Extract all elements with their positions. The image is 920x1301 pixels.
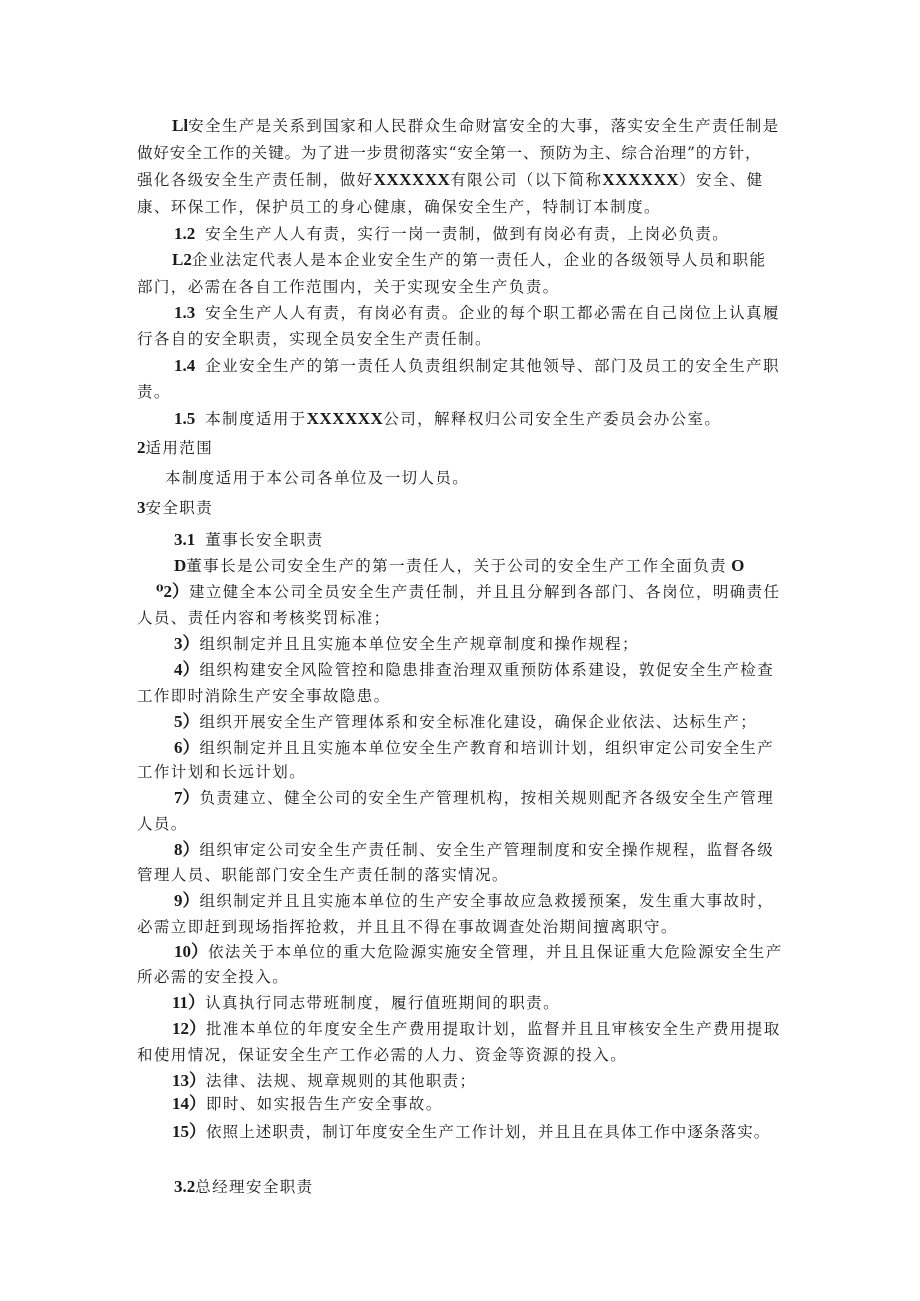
- paragraph-text: 企业法定代表人是本企业安全生产的第一责任人，企业的各级领导人员和职能: [191, 251, 767, 269]
- item-text: 组织制定并且且实施本单位的生产安全事故应急救援预案，发生重大事故时，: [199, 892, 775, 910]
- clause-number: 1.4: [174, 356, 196, 375]
- duty-item-4-line: [174, 660, 774, 680]
- subsection-title: 总经理安全职责: [195, 1178, 314, 1196]
- item-number: 10）: [174, 942, 208, 961]
- paragraph-text: 本制度适用于本公司各单位及一切人员。: [165, 469, 470, 487]
- paragraph-line: [137, 170, 764, 190]
- section-heading-3: [137, 498, 213, 518]
- paragraph-text: 有限公司（以下简称: [450, 171, 603, 189]
- clause-1-5: [174, 409, 721, 429]
- item-text: 工作即时消除生产安全事故隐患。: [137, 687, 391, 705]
- clause-1-4-line: [174, 356, 780, 376]
- paragraph-text: ）安全、健: [679, 171, 764, 189]
- item-line: [137, 967, 289, 987]
- clause-number: 1.3: [174, 303, 196, 322]
- item-number: 3）: [174, 634, 200, 653]
- item-text: 建立健全本公司全员安全生产责任制，并且且分解到各部门、各岗位，明确责任: [188, 583, 781, 601]
- item-text: 和使用情况，保证安全生产工作必需的人力、资金等资源的投入。: [137, 1046, 628, 1064]
- subsection-heading-3-1: [174, 530, 324, 550]
- item-number: 9）: [174, 891, 200, 910]
- paragraph-text: 安全生产是关系到国家和人民群众生命财富安全的大事，落实安全生产责任制是: [188, 117, 780, 135]
- item-text: 所必需的安全投入。: [137, 968, 290, 986]
- clause-number: 1.2: [174, 224, 196, 243]
- item-number: 4）: [174, 660, 200, 679]
- item-number: ⁰2）: [156, 582, 189, 601]
- item-number: 13）: [172, 1071, 206, 1090]
- item-text: 负责建立、健全公司的安全生产管理机构，按相关规则配齐各级安全生产管理: [199, 789, 775, 807]
- item-text: 认真执行同志带班制度，履行值班期间的职责。: [205, 994, 560, 1012]
- section-heading-2: [137, 438, 213, 458]
- item-text: 组织制定并且且实施本单位安全生产教育和培训计划，组织审定公司安全生产: [199, 739, 775, 757]
- item-text: 组织审定公司安全生产责任制、安全生产管理制度和安全操作规程，监督各级: [199, 841, 775, 859]
- duty-item-11: [172, 993, 560, 1013]
- section-2-body: [165, 468, 469, 488]
- paragraph-line: [137, 143, 761, 163]
- item-text: 组织制定并且且实施本单位安全生产规章制度和操作规程；: [199, 635, 639, 653]
- duty-item-6-line: [174, 738, 774, 758]
- subsection-number: 3.1: [174, 530, 196, 549]
- clause-1-3-line: [174, 303, 780, 323]
- item-number: 11）: [172, 993, 206, 1012]
- item-number: 6）: [174, 738, 200, 757]
- duty-item-2-line: [156, 582, 780, 602]
- item-number: D: [174, 556, 187, 575]
- paragraph-text: 企业安全生产的第一责任人负责组织制定其他领导、部门及员工的安全生产职: [205, 357, 780, 375]
- item-number: 12）: [172, 1019, 206, 1038]
- company-placeholder: XXXXXX: [602, 170, 680, 189]
- item-text: 组织开展安全生产管理体系和安全标准化建设，确保企业依法、达标生产；: [199, 713, 758, 731]
- item-line: [137, 917, 678, 937]
- item-number: 5）: [174, 712, 200, 731]
- item-trailing-mark: O: [731, 556, 745, 575]
- item-number: 14）: [172, 1094, 206, 1113]
- subsection-title: 董事长安全职责: [205, 531, 324, 549]
- paragraph-line: [137, 197, 661, 217]
- duty-item-14: [172, 1094, 443, 1114]
- paragraph-text: 强化各级安全生产责任制，做好: [137, 171, 374, 189]
- duty-item-9-line: [174, 891, 774, 911]
- item-text: 法律、法规、规章规则的其他职责；: [206, 1072, 477, 1090]
- item-number: 8）: [174, 840, 200, 859]
- duty-item-13: [172, 1071, 476, 1091]
- paragraph-text: 康、环保工作，保护员工的身心健康，确保安全生产，特制订本制度。: [137, 198, 661, 216]
- paragraph-text: 本制度适用于: [205, 410, 307, 428]
- subsection-heading-3-2: [174, 1177, 314, 1197]
- item-text: 必需立即赶到现场指挥抢救，并且且不得在事故调查处治期间擅离职守。: [137, 918, 678, 936]
- item-line: [137, 608, 391, 628]
- clause-number: Ll: [172, 116, 189, 135]
- item-text: 即时、如实报告生产安全事故。: [206, 1095, 443, 1113]
- paragraph-1-1-line: [172, 116, 780, 136]
- item-text: 人员。: [137, 815, 188, 833]
- duty-item-3: [174, 634, 639, 654]
- item-line: [137, 1045, 627, 1065]
- duty-item-1: [174, 556, 744, 576]
- duty-item-10-line: [174, 942, 783, 962]
- clause-1-2: [174, 224, 729, 244]
- clause-number: L2: [172, 250, 192, 269]
- duty-item-7-line: [174, 788, 774, 808]
- duty-item-8-line: [174, 840, 774, 860]
- clause-L2-line: [172, 250, 766, 270]
- item-text: 依法关于本单位的重大危险源实施安全管理，并且且保证重大危险源安全生产: [208, 943, 783, 961]
- clause-number: 1.5: [174, 409, 196, 428]
- item-text: 工作计划和长远计划。: [137, 763, 307, 781]
- item-number: 7）: [174, 788, 200, 807]
- section-title: 安全职责: [145, 499, 214, 517]
- paragraph-text: 行各自的安全职责，实现全员安全生产责任制。: [137, 330, 492, 348]
- paragraph-text: 安全生产人人有责，实行一岗一责制，做到有岗必有责，上岗必负责。: [205, 225, 730, 243]
- paragraph-text: 做好安全工作的关键。为了进一步贯彻落实“安全第一、预防为主、综合治理”的方针，: [137, 144, 762, 162]
- duty-item-12-line: [172, 1019, 781, 1039]
- item-text: 组织构建安全风险管控和隐患排查治理双重预防体系建设，敦促安全生产检查: [199, 661, 775, 679]
- section-title: 适用范围: [145, 439, 214, 457]
- paragraph-text: 责。: [137, 383, 171, 401]
- paragraph-text: 公司，解释权归公司安全生产委员会办公室。: [383, 410, 722, 428]
- section-number: 3: [137, 498, 146, 517]
- item-text: 管理人员、职能部门安全生产责任制的落实情况。: [137, 866, 509, 884]
- section-number: 2: [137, 438, 146, 457]
- duty-item-15: [172, 1122, 770, 1142]
- paragraph-line: [137, 277, 560, 297]
- item-number: 15）: [172, 1122, 206, 1141]
- item-text: 依照上述职责，制订年度安全生产工作计划，并且且在具体工作中逐条落实。: [206, 1123, 771, 1141]
- item-text: 董事长是公司安全生产的第一责任人，关于公司的安全生产工作全面负责: [186, 557, 728, 575]
- duty-item-5: [174, 712, 757, 732]
- company-placeholder: XXXXXX: [306, 409, 384, 428]
- item-line: [137, 686, 391, 706]
- paragraph-line: [137, 382, 171, 402]
- paragraph-line: [137, 329, 492, 349]
- item-line: [137, 865, 509, 885]
- paragraph-text: 安全生产人人有责，有岗必有责。企业的每个职工都必需在自己岗位上认真履: [205, 304, 780, 322]
- company-placeholder: XXXXXX: [373, 170, 451, 189]
- item-text: 人员、责任内容和考核奖罚标准；: [137, 609, 391, 627]
- item-text: 批准本单位的年度安全生产费用提取计划，监督并且且审核安全生产费用提取: [206, 1020, 781, 1038]
- paragraph-text: 部门，必需在各自工作范围内，关于实现安全生产负责。: [137, 278, 560, 296]
- subsection-number: 3.2: [174, 1177, 196, 1196]
- item-line: [137, 762, 306, 782]
- item-line: [137, 814, 188, 834]
